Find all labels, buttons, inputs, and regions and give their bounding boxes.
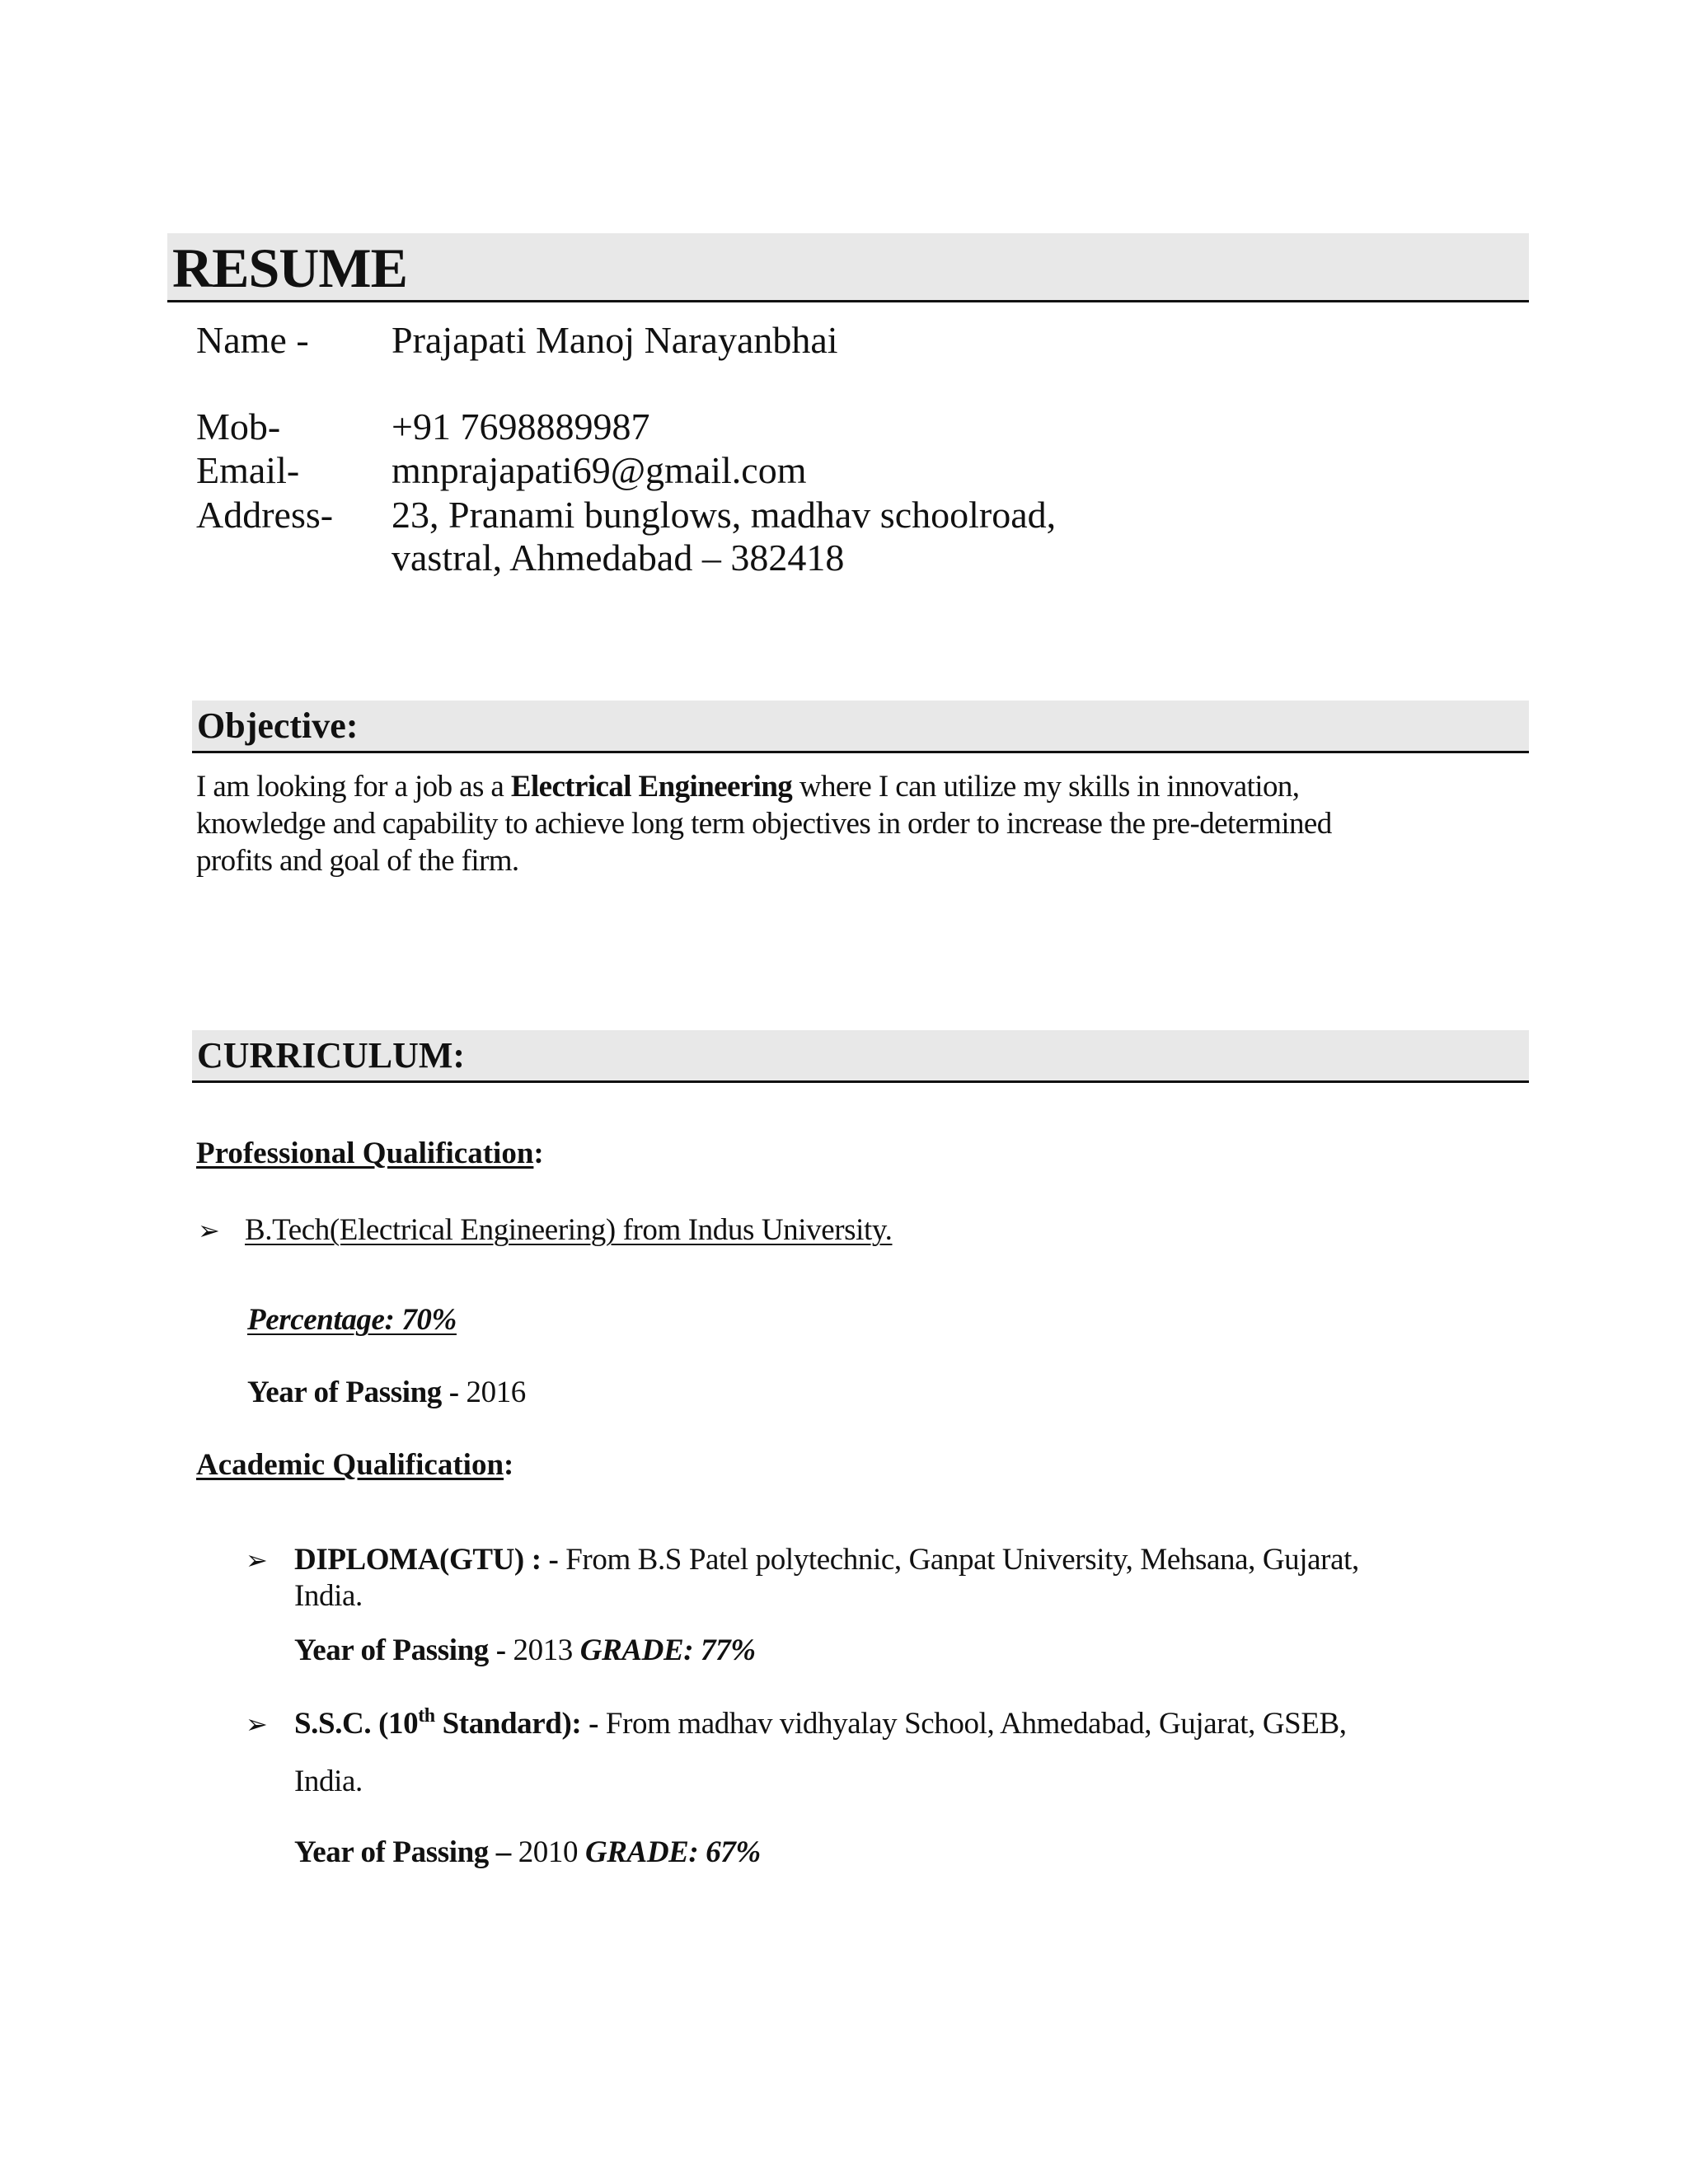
objective-heading: Objective:: [197, 705, 359, 746]
academic-qualification-title: Academic Qualification: [196, 1448, 504, 1482]
name-label: Name -: [196, 319, 309, 361]
ssc-title-start: S.S.C. (10: [294, 1707, 419, 1741]
objective-text: [196, 768, 1465, 879]
objective-line-3: profits and goal of the firm.: [196, 844, 519, 878]
curriculum-heading-band: [192, 1030, 1529, 1083]
curriculum-heading: CURRICULUM:: [197, 1035, 466, 1076]
arrow-bullet-icon: ➢: [246, 1708, 268, 1740]
diploma-line-1: [294, 1542, 1359, 1578]
resume-title-band: [167, 233, 1529, 302]
ssc-year-dash: –: [495, 1835, 518, 1869]
academic-qualification-heading: [196, 1447, 513, 1483]
resume-title: RESUME: [172, 237, 407, 299]
ssc-title-end: Standard): -: [434, 1707, 606, 1741]
ssc-line-1: [294, 1706, 1347, 1742]
diploma-year-of-passing: [294, 1633, 756, 1669]
professional-qualification-heading: [196, 1136, 544, 1172]
arrow-bullet-icon: ➢: [198, 1215, 220, 1246]
professional-qualification-title: Professional Qualification: [196, 1137, 534, 1170]
mobile-value: +91 7698889987: [392, 405, 650, 448]
ssc-year-value: 2010: [518, 1835, 585, 1869]
ssc-title-superscript: th: [418, 1705, 435, 1727]
diploma-institution: From B.S Patel polytechnic, Ganpat University, Mehsana, Gujarat,: [565, 1543, 1359, 1577]
diploma-year-value: 2013: [513, 1633, 580, 1667]
professional-year-label: Year of Passing -: [247, 1376, 467, 1409]
diploma-year-label: Year of Passing -: [294, 1633, 513, 1667]
diploma-line-2: India.: [294, 1579, 363, 1613]
email-label: Email-: [196, 449, 300, 491]
objective-line-1: [196, 768, 1465, 805]
mobile-label: Mob-: [196, 405, 281, 448]
professional-year-of-passing: [247, 1375, 526, 1411]
ssc-line-2: India.: [294, 1765, 363, 1798]
arrow-bullet-icon: ➢: [246, 1544, 268, 1576]
address-label: Address-: [196, 494, 334, 536]
ssc-school: From madhav vidhyalay School, Ahmedabad, Gujarat, GSEB,: [605, 1707, 1347, 1741]
percentage-text: Percentage: 70%: [247, 1303, 457, 1337]
objective-line-2: knowledge and capability to achieve long term objectives in order to increase the pre-determined: [196, 807, 1332, 841]
ssc-year-of-passing: [294, 1835, 761, 1871]
academic-qualification-colon: :: [504, 1448, 514, 1482]
name-value: Prajapati Manoj Narayanbhai: [392, 319, 838, 361]
email-value: mnprajapati69@gmail.com: [392, 449, 807, 491]
objective-heading-band: [192, 701, 1529, 753]
ssc-grade: GRADE: 67%: [584, 1835, 761, 1869]
professional-qualification-colon: :: [533, 1137, 544, 1170]
ssc-title: [294, 1707, 606, 1741]
degree-text: B.Tech(Electrical Engineering) from Indus University.: [245, 1213, 893, 1247]
objective-role: Electrical Engineering: [510, 770, 793, 804]
address-line-1: 23, Pranami bunglows, madhav schoolroad,: [392, 494, 1057, 536]
objective-line-1-end: where I can utilize my skills in innovation,: [792, 770, 1300, 804]
diploma-grade: GRADE: 77%: [579, 1633, 756, 1667]
ssc-year-label: Year of Passing: [294, 1835, 496, 1869]
diploma-title: DIPLOMA(GTU) : -: [294, 1543, 566, 1577]
objective-line-1-start: I am looking for a job as a: [196, 770, 511, 804]
address-line-2: vastral, Ahmedabad – 382418: [392, 537, 845, 579]
professional-year-value: 2016: [466, 1376, 526, 1409]
